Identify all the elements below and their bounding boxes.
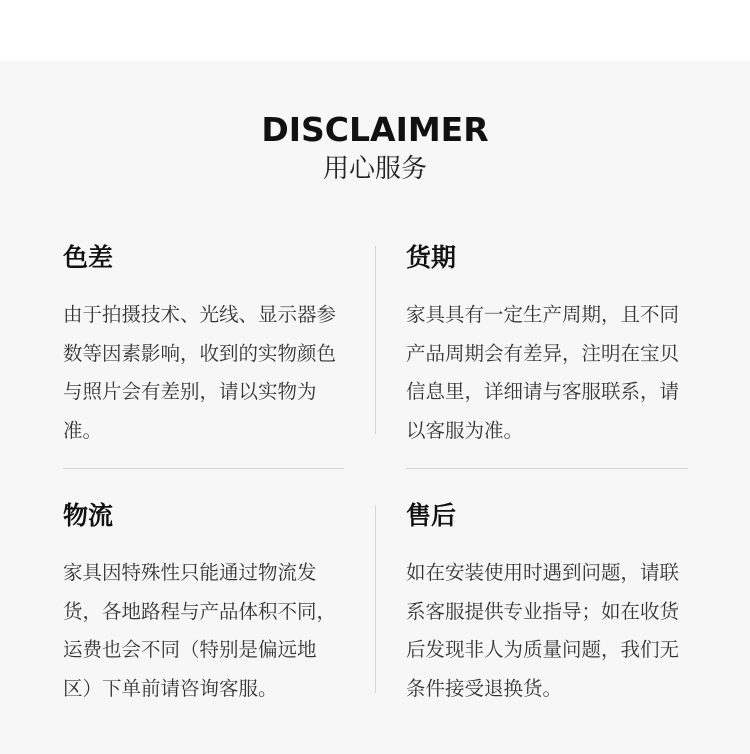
horizontal-divider xyxy=(63,468,344,469)
section-body: 家具具有一定生产周期，且不同产品周期会有差异，注明在宝贝信息里，详细请与客服联系，请以客服为准。 xyxy=(406,303,680,442)
section-heading: 货期 xyxy=(406,243,457,272)
section-color-difference xyxy=(63,242,345,450)
section-heading: 色差 xyxy=(63,243,114,272)
section-heading: 物流 xyxy=(63,501,114,530)
page-subtitle: 用心服务 xyxy=(322,154,427,184)
vertical-divider xyxy=(375,505,376,693)
section-delivery-time xyxy=(406,242,688,450)
vertical-divider xyxy=(375,246,376,434)
section-body: 由于拍摄技术、光线、显示器参数等因素影响，收到的实物颜色与照片会有差别，请以实物为准。 xyxy=(63,303,337,442)
section-after-sales xyxy=(406,500,688,708)
section-body: 如在安装使用时遇到问题，请联系客服提供专业指导；如在收货后发现非人为质量问题，我们无条件接受退换货。 xyxy=(406,561,680,700)
horizontal-divider xyxy=(406,468,688,469)
section-heading: 售后 xyxy=(406,501,457,530)
section-logistics xyxy=(63,500,345,708)
section-body: 家具因特殊性只能通过物流发货，各地路程与产品体积不同，运费也会不同（特别是偏远地区）下单前请咨询客服。 xyxy=(63,561,337,700)
page-title: DISCLAIMER xyxy=(261,110,489,149)
